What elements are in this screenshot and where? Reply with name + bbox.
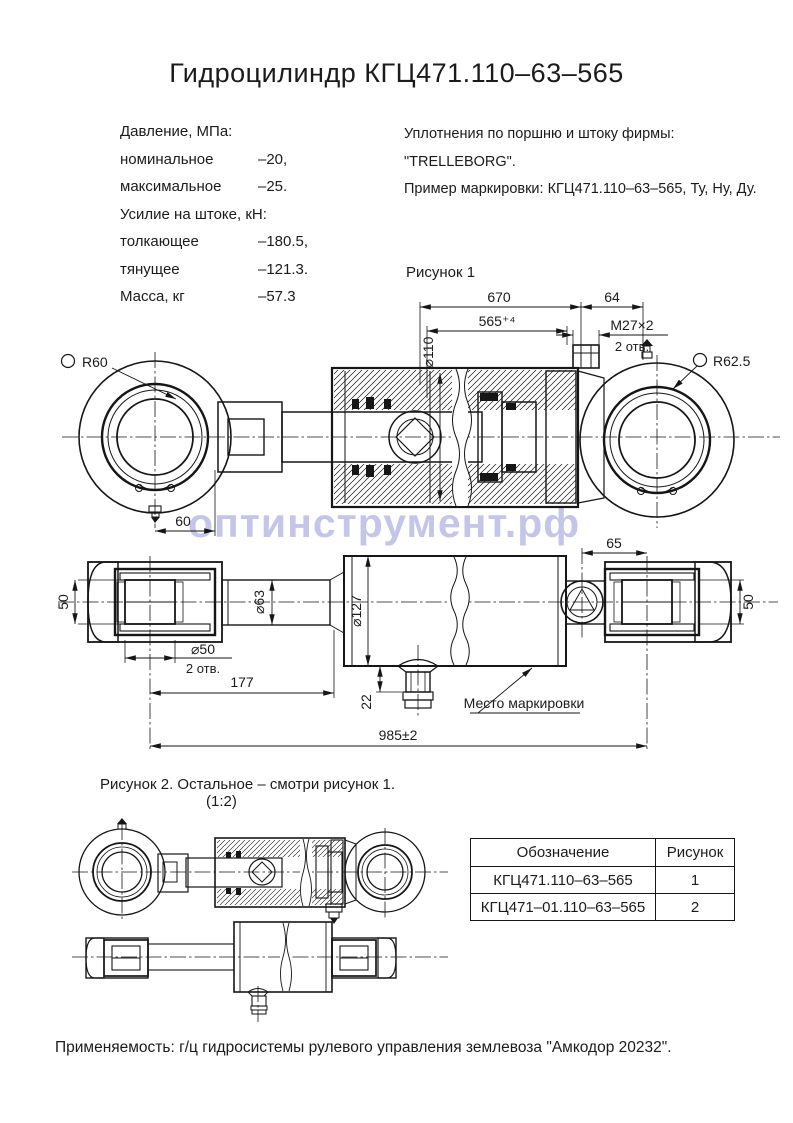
dim-22-label: 22 [358, 694, 374, 710]
spec-value: –20, [258, 150, 288, 168]
figure2-drawing [60, 815, 460, 1030]
fig1-section-view [62, 289, 781, 536]
spec-value: –25. [258, 178, 288, 195]
dim-64-label: 64 [604, 289, 620, 305]
dim-m27-label: М27×2 [610, 317, 654, 333]
dim-63-label: ⌀63 [251, 589, 267, 615]
spec-value: –57.3 [258, 288, 296, 305]
spec-label: максимальное [120, 178, 222, 195]
figure2-caption: Рисунок 2. Остальное – смотри рисунок 1. [100, 776, 396, 793]
dim-127-label: ⌀127 [348, 595, 364, 627]
seals-note-line: Уплотнения по поршню и штоку фирмы: [404, 126, 675, 142]
dim-60-label: 60 [175, 513, 191, 529]
seals-note [404, 121, 757, 204]
table-header-figure: Рисунок [656, 839, 735, 867]
bv-right-block [605, 562, 731, 642]
table-cell-designation: КГЦ471.110–63–565 [471, 867, 656, 894]
spec-value: –121.3. [258, 260, 309, 278]
spec-label: Давление, МПа: [120, 123, 233, 140]
watermark: оптинструмент.рф [188, 500, 581, 546]
spec-row [120, 228, 308, 256]
fig1-external-view [55, 535, 778, 752]
spec-label: Усилие на штоке, кН: [120, 205, 267, 223]
fig1-bottom-dimensions [55, 535, 756, 746]
table-row [471, 867, 735, 894]
table-header-row [471, 839, 735, 867]
dim-50-bore-holes-label: 2 отв. [185, 661, 221, 676]
dim-50-bore-label: ⌀50 [190, 641, 216, 657]
dim-65-label: 65 [606, 535, 622, 551]
spec-value: –180.5, [258, 233, 309, 250]
bv-rod [222, 572, 344, 633]
spec-row [120, 118, 308, 146]
table-row [471, 894, 735, 921]
spec-label: Масса, кг [120, 288, 185, 305]
fig2-section-view [72, 818, 448, 924]
dim-50-right-label: 50 [740, 594, 756, 610]
spec-row [120, 173, 308, 201]
dim-670-label: 670 [487, 289, 511, 305]
table-cell-figure: 1 [656, 867, 735, 894]
bv-body [344, 556, 566, 666]
spec-label: толкающее [120, 233, 199, 250]
table-cell-figure: 2 [656, 894, 735, 921]
fig2-bv-right-block [332, 938, 396, 978]
fig1-cylinder-body [282, 368, 578, 507]
dim-177-label: 177 [230, 674, 254, 690]
table-cell-designation: КГЦ471–01.110–63–565 [471, 894, 656, 921]
seals-note-line: "TRELLEBORG". [404, 153, 516, 170]
seals-note-line: Пример маркировки: КГЦ471.110–63–565, Ту, Ну, Ду. [404, 181, 757, 197]
marking-place-label: Место маркировки [463, 695, 585, 711]
spec-label: тянущее [120, 260, 180, 278]
dim-110-label: ⌀110 [420, 336, 436, 368]
application-note: Применяемость: г/ц гидросистемы рулевого управления землевоза "Амкодор 20232". [55, 1039, 672, 1056]
fig1-port-boss [573, 345, 599, 368]
spec-row [120, 146, 308, 174]
dim-985-label: 985±2 [378, 727, 418, 743]
designation-table [470, 838, 735, 921]
spec-row [120, 201, 308, 229]
figure1-caption: Рисунок 1 [406, 264, 476, 281]
dim-r625-label: R62.5 [713, 353, 751, 369]
radius-callout-r625 [673, 353, 751, 389]
figure2-scale: (1:2) [206, 793, 237, 810]
dim-r60-label: R60 [82, 354, 108, 370]
dim-50-left-label: 50 [55, 594, 71, 610]
spec-label: номинальное [120, 150, 214, 168]
dim-565-label: 565⁺⁴ [478, 313, 516, 329]
spec-row [120, 256, 308, 284]
fig2-external-view [72, 922, 448, 1022]
fig2-rod [186, 858, 282, 887]
fig2-bv-left-block [86, 938, 148, 978]
bv-port-circle [561, 581, 605, 624]
table-header-designation: Обозначение [471, 839, 656, 867]
dim-m27-holes-label: 2 отв. [614, 339, 650, 354]
page-title: Гидроцилиндр КГЦ471.110–63–565 [169, 58, 624, 88]
fig2-body [215, 838, 345, 907]
